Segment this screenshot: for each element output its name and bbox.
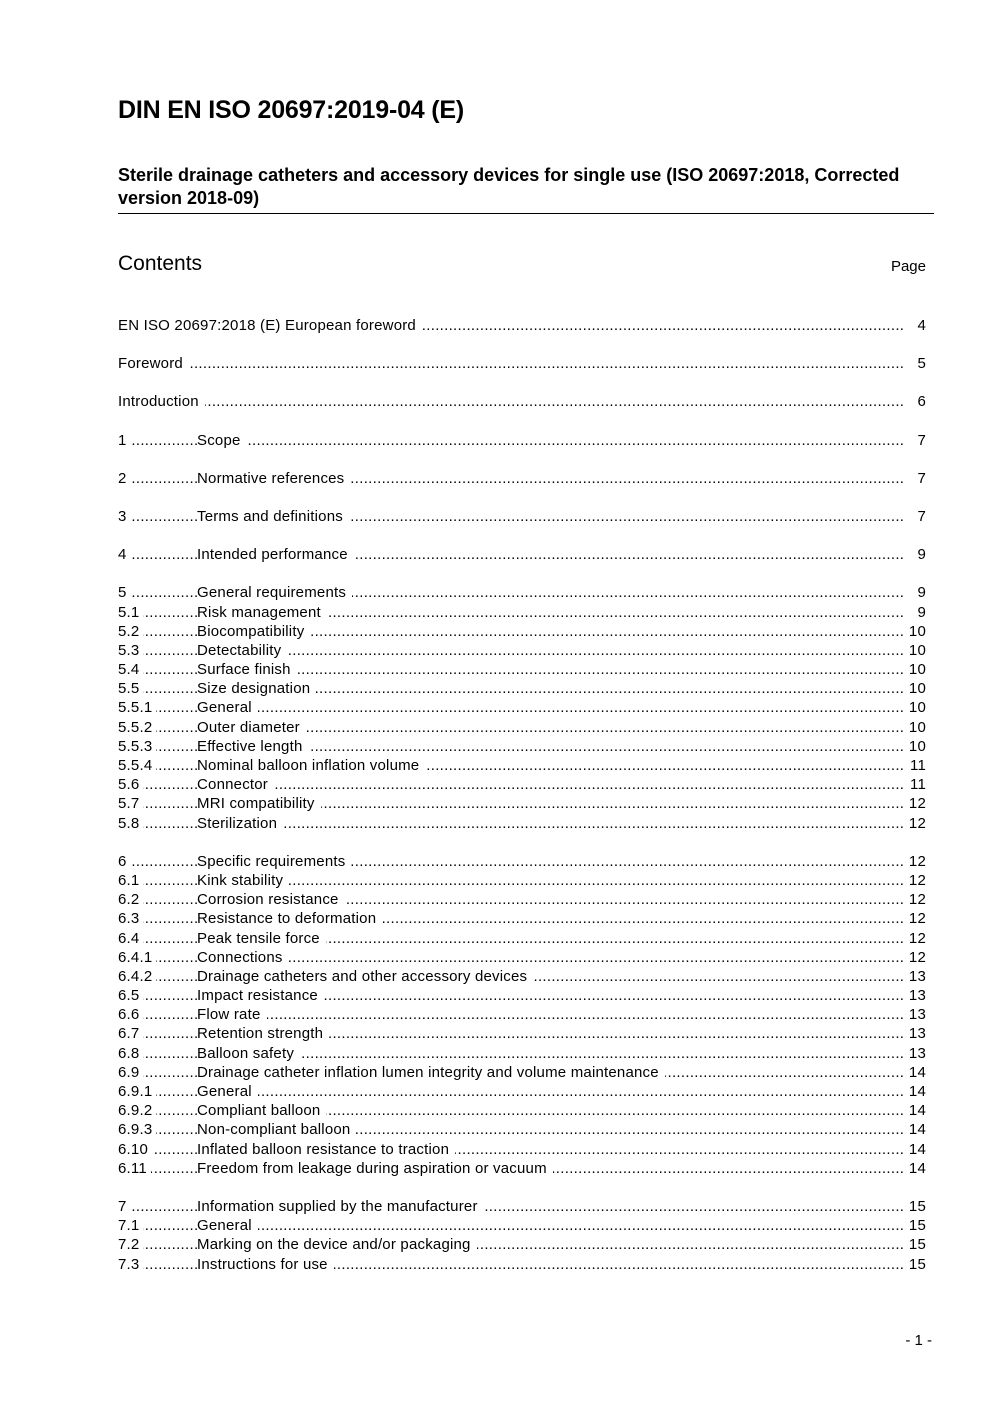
toc-entry-title: Scope	[197, 431, 247, 450]
toc-entry-title: Normative references	[197, 469, 350, 488]
toc-entry[interactable]	[118, 967, 926, 986]
toc-entry-page: 12	[908, 948, 926, 966]
toc-entry-number: 6.7	[118, 1024, 143, 1043]
toc-entry-number: 4	[118, 545, 131, 564]
toc-entry-number: 6.9.3	[118, 1120, 156, 1139]
toc-entry-page: 15	[908, 1255, 926, 1273]
toc-entry-page: 12	[908, 795, 926, 813]
toc-entry-page: 12	[908, 871, 926, 889]
document-subtitle: Sterile drainage catheters and accessory devices for single use (ISO 20697:2018, Corrected version 2018-09)	[118, 164, 934, 214]
toc-entry-number: 7.1	[118, 1216, 143, 1235]
toc-entry-number: 6.2	[118, 890, 143, 909]
toc-entry-number: 5.5.2	[118, 718, 156, 737]
toc-entry-number: 3	[118, 507, 131, 526]
toc-entry-page: 14	[908, 1083, 926, 1100]
toc-entry-number: 6.3	[118, 909, 143, 928]
toc-entry-number: 5.6	[118, 775, 143, 794]
toc-entry-title: Connector	[197, 775, 274, 794]
toc-entry-page: 7	[917, 431, 926, 449]
toc-entry-number: 5.2	[118, 622, 143, 641]
toc-entry-number: 5	[118, 583, 131, 602]
toc-entry-page: 15	[908, 1236, 926, 1254]
toc-entry-page: 11	[910, 776, 926, 794]
toc-entry-number: 5.1	[118, 603, 143, 622]
toc-entry-title: Inflated balloon resistance to traction	[197, 1140, 455, 1159]
toc-entry[interactable]	[118, 1216, 926, 1235]
toc-entry[interactable]	[118, 871, 926, 890]
toc-entry-page: 9	[917, 584, 926, 602]
toc-entry[interactable]	[118, 814, 926, 833]
toc-entry[interactable]	[118, 469, 926, 488]
toc-entry[interactable]	[118, 641, 926, 660]
toc-entry[interactable]	[118, 718, 926, 737]
toc-entry-number: 6.9.2	[118, 1101, 156, 1120]
toc-entry-page: 15	[908, 1217, 926, 1235]
toc-entry[interactable]	[118, 986, 926, 1005]
toc-entry-title: Risk management	[197, 603, 327, 622]
toc-section-gap	[118, 833, 926, 852]
toc-entry-page: 14	[908, 1140, 926, 1158]
contents-heading: Contents	[118, 252, 203, 275]
toc-entry-page: 11	[910, 757, 926, 774]
toc-entry-page: 13	[908, 967, 926, 985]
toc-entry[interactable]	[118, 622, 926, 641]
toc-entry[interactable]	[118, 431, 926, 450]
toc-entry[interactable]	[118, 1082, 926, 1101]
toc-section-gap	[118, 526, 926, 545]
toc-entry-number: 6.4	[118, 929, 143, 948]
toc-entry[interactable]	[118, 507, 926, 526]
toc-entry[interactable]	[118, 775, 926, 794]
toc-entry-number: 6.10	[118, 1140, 152, 1159]
toc-entry-number: 6.4.2	[118, 967, 156, 986]
toc-entry-page: 10	[908, 737, 926, 755]
toc-entry-title: MRI compatibility	[197, 794, 321, 813]
toc-entry-page: 12	[908, 814, 926, 832]
toc-entry-number: 6.4.1	[118, 948, 156, 967]
toc-entry-title: Flow rate	[197, 1005, 267, 1024]
toc-entry-title: Outer diameter	[197, 718, 306, 737]
toc-entry-page: 12	[908, 929, 926, 947]
toc-entry-number: 1	[118, 431, 131, 450]
toc-entry-title: Drainage catheter inflation lumen integrity and volume maintenance	[197, 1063, 665, 1082]
toc-entry-title: Size designation	[197, 679, 316, 698]
toc-entry[interactable]	[118, 1235, 926, 1254]
toc-entry-title: Freedom from leakage during aspiration or vacuum	[197, 1159, 553, 1178]
toc-section-gap	[118, 488, 926, 507]
toc-entry-page: 9	[917, 546, 926, 564]
toc-entry[interactable]	[118, 354, 926, 373]
toc-entry-title: Compliant balloon	[197, 1101, 326, 1120]
toc-section-gap	[118, 412, 926, 431]
toc-entry-title: Information supplied by the manufacturer	[197, 1197, 484, 1216]
toc-entry-page: 7	[917, 469, 926, 487]
toc-entry[interactable]	[118, 1255, 926, 1274]
toc-entry-page: 10	[908, 661, 926, 679]
toc-entry[interactable]	[118, 1197, 926, 1216]
toc-entry-number: 5.3	[118, 641, 143, 660]
toc-entry-page: 12	[908, 891, 926, 909]
toc-entry-page: 13	[908, 987, 926, 1005]
toc-entry-page: 12	[908, 852, 926, 870]
toc-entry-number: 6.1	[118, 871, 143, 890]
toc-entry[interactable]	[118, 737, 926, 756]
toc-entry[interactable]	[118, 679, 926, 698]
toc-entry-number: 6.11	[118, 1159, 151, 1178]
toc-entry-number: 7.2	[118, 1235, 143, 1254]
toc-entry-number: 7.3	[118, 1255, 143, 1274]
toc-entry[interactable]	[118, 1140, 926, 1159]
toc-entry-number: 5.5.4	[118, 756, 156, 775]
toc-entry-number: 6	[118, 852, 131, 871]
toc-entry[interactable]	[118, 1159, 926, 1178]
toc-entry[interactable]	[118, 316, 926, 335]
toc-entry-title: General requirements	[197, 583, 352, 602]
toc-entry[interactable]	[118, 909, 926, 928]
toc-entry-page: 10	[908, 718, 926, 736]
toc-entry-number: 5.4	[118, 660, 143, 679]
toc-entry-page: 14	[908, 1121, 926, 1139]
page-footer: - 1 -	[905, 1332, 932, 1349]
toc-entry[interactable]	[118, 890, 926, 909]
toc-entry-title: Introduction	[118, 392, 205, 411]
toc-entry[interactable]	[118, 1063, 926, 1082]
toc-leader-dots	[118, 354, 904, 373]
toc-section-gap	[118, 335, 926, 354]
toc-entry[interactable]	[118, 660, 926, 679]
toc-entry-number: 6.8	[118, 1044, 143, 1063]
toc-entry[interactable]	[118, 1005, 926, 1024]
toc-entry-number: 6.9	[118, 1063, 143, 1082]
toc-entry-number: 2	[118, 469, 131, 488]
toc-entry-page: 7	[917, 507, 926, 525]
toc-entry[interactable]	[118, 756, 926, 775]
toc-entry-number: 5.7	[118, 794, 143, 813]
toc-entry-page: 9	[917, 603, 926, 621]
toc-entry-title: Terms and definitions	[197, 507, 349, 526]
toc-entry-page: 10	[908, 622, 926, 640]
toc-entry-title: Peak tensile force	[197, 929, 326, 948]
toc-entry-page: 12	[908, 910, 926, 928]
toc-entry-page: 10	[908, 680, 926, 698]
toc-entry-page: 5	[917, 355, 926, 373]
toc-entry[interactable]	[118, 929, 926, 948]
toc-entry-title: Detectability	[197, 641, 287, 660]
toc-entry-title: Kink stability	[197, 871, 289, 890]
toc-entry-title: Corrosion resistance	[197, 890, 345, 909]
toc-entry-number: 6.9.1	[118, 1082, 156, 1101]
toc-entry-page: 13	[908, 1025, 926, 1043]
toc-entry-page: 10	[908, 641, 926, 659]
toc-entry-page: 6	[917, 393, 926, 411]
toc-entry-title: Marking on the device and/or packaging	[197, 1235, 477, 1254]
toc-entry-page: 14	[908, 1102, 926, 1120]
toc-entry[interactable]	[118, 698, 926, 717]
table-of-contents	[118, 316, 926, 1274]
toc-entry[interactable]	[118, 545, 926, 564]
document-title: DIN EN ISO 20697:2019-04 (E)	[118, 96, 464, 124]
toc-leader-dots	[118, 392, 904, 411]
toc-entry-title: EN ISO 20697:2018 (E) European foreword	[118, 316, 422, 335]
toc-entry-title: Drainage catheters and other accessory devices	[197, 967, 533, 986]
toc-entry[interactable]	[118, 392, 926, 411]
toc-entry[interactable]	[118, 948, 926, 967]
toc-entry-title: Resistance to deformation	[197, 909, 382, 928]
toc-entry-number: 5.5.3	[118, 737, 156, 756]
toc-entry[interactable]	[118, 794, 926, 813]
toc-entry-title: Foreword	[118, 354, 189, 373]
toc-entry-page: 13	[908, 1006, 926, 1024]
toc-entry-title: Nominal balloon inflation volume	[197, 756, 425, 775]
toc-entry-title: Sterilization	[197, 814, 283, 833]
toc-section-gap	[118, 373, 926, 392]
toc-entry[interactable]	[118, 1101, 926, 1120]
toc-entry[interactable]	[118, 852, 926, 871]
toc-entry-page: 14	[908, 1159, 926, 1177]
toc-section-gap	[118, 450, 926, 469]
toc-entry[interactable]	[118, 1024, 926, 1043]
toc-entry-page: 10	[908, 699, 926, 717]
toc-entry-title: Retention strength	[197, 1024, 329, 1043]
page-column-label: Page	[890, 258, 926, 275]
toc-entry[interactable]	[118, 603, 926, 622]
toc-entry-number: 7	[118, 1197, 131, 1216]
toc-entry-title: Balloon safety	[197, 1044, 300, 1063]
toc-entry-page: 15	[908, 1197, 926, 1215]
toc-entry[interactable]	[118, 583, 926, 602]
toc-entry-title: Specific requirements	[197, 852, 351, 871]
toc-section-gap	[118, 1178, 926, 1197]
toc-entry-number: 6.5	[118, 986, 143, 1005]
toc-entry-title: Surface finish	[197, 660, 297, 679]
toc-entry-title: General	[197, 1082, 258, 1101]
toc-entry-page: 14	[908, 1063, 926, 1081]
toc-entry-title: Connections	[197, 948, 289, 967]
toc-entry-title: Non-compliant balloon	[197, 1120, 356, 1139]
toc-entry-title: Effective length	[197, 737, 309, 756]
toc-entry-page: 4	[917, 317, 926, 334]
toc-entry-number: 5.8	[118, 814, 143, 833]
toc-entry-title: Biocompatibility	[197, 622, 310, 641]
toc-section-gap	[118, 564, 926, 583]
toc-entry-title: Instructions for use	[197, 1255, 334, 1274]
toc-entry-number: 5.5	[118, 679, 143, 698]
toc-entry-page: 13	[908, 1044, 926, 1062]
toc-entry-title: Intended performance	[197, 545, 354, 564]
toc-entry-title: General	[197, 698, 258, 717]
toc-entry-number: 6.6	[118, 1005, 143, 1024]
toc-entry-number: 5.5.1	[118, 698, 156, 717]
toc-entry[interactable]	[118, 1120, 926, 1139]
toc-entry-title: General	[197, 1216, 258, 1235]
toc-entry-title: Impact resistance	[197, 986, 324, 1005]
toc-entry[interactable]	[118, 1044, 926, 1063]
